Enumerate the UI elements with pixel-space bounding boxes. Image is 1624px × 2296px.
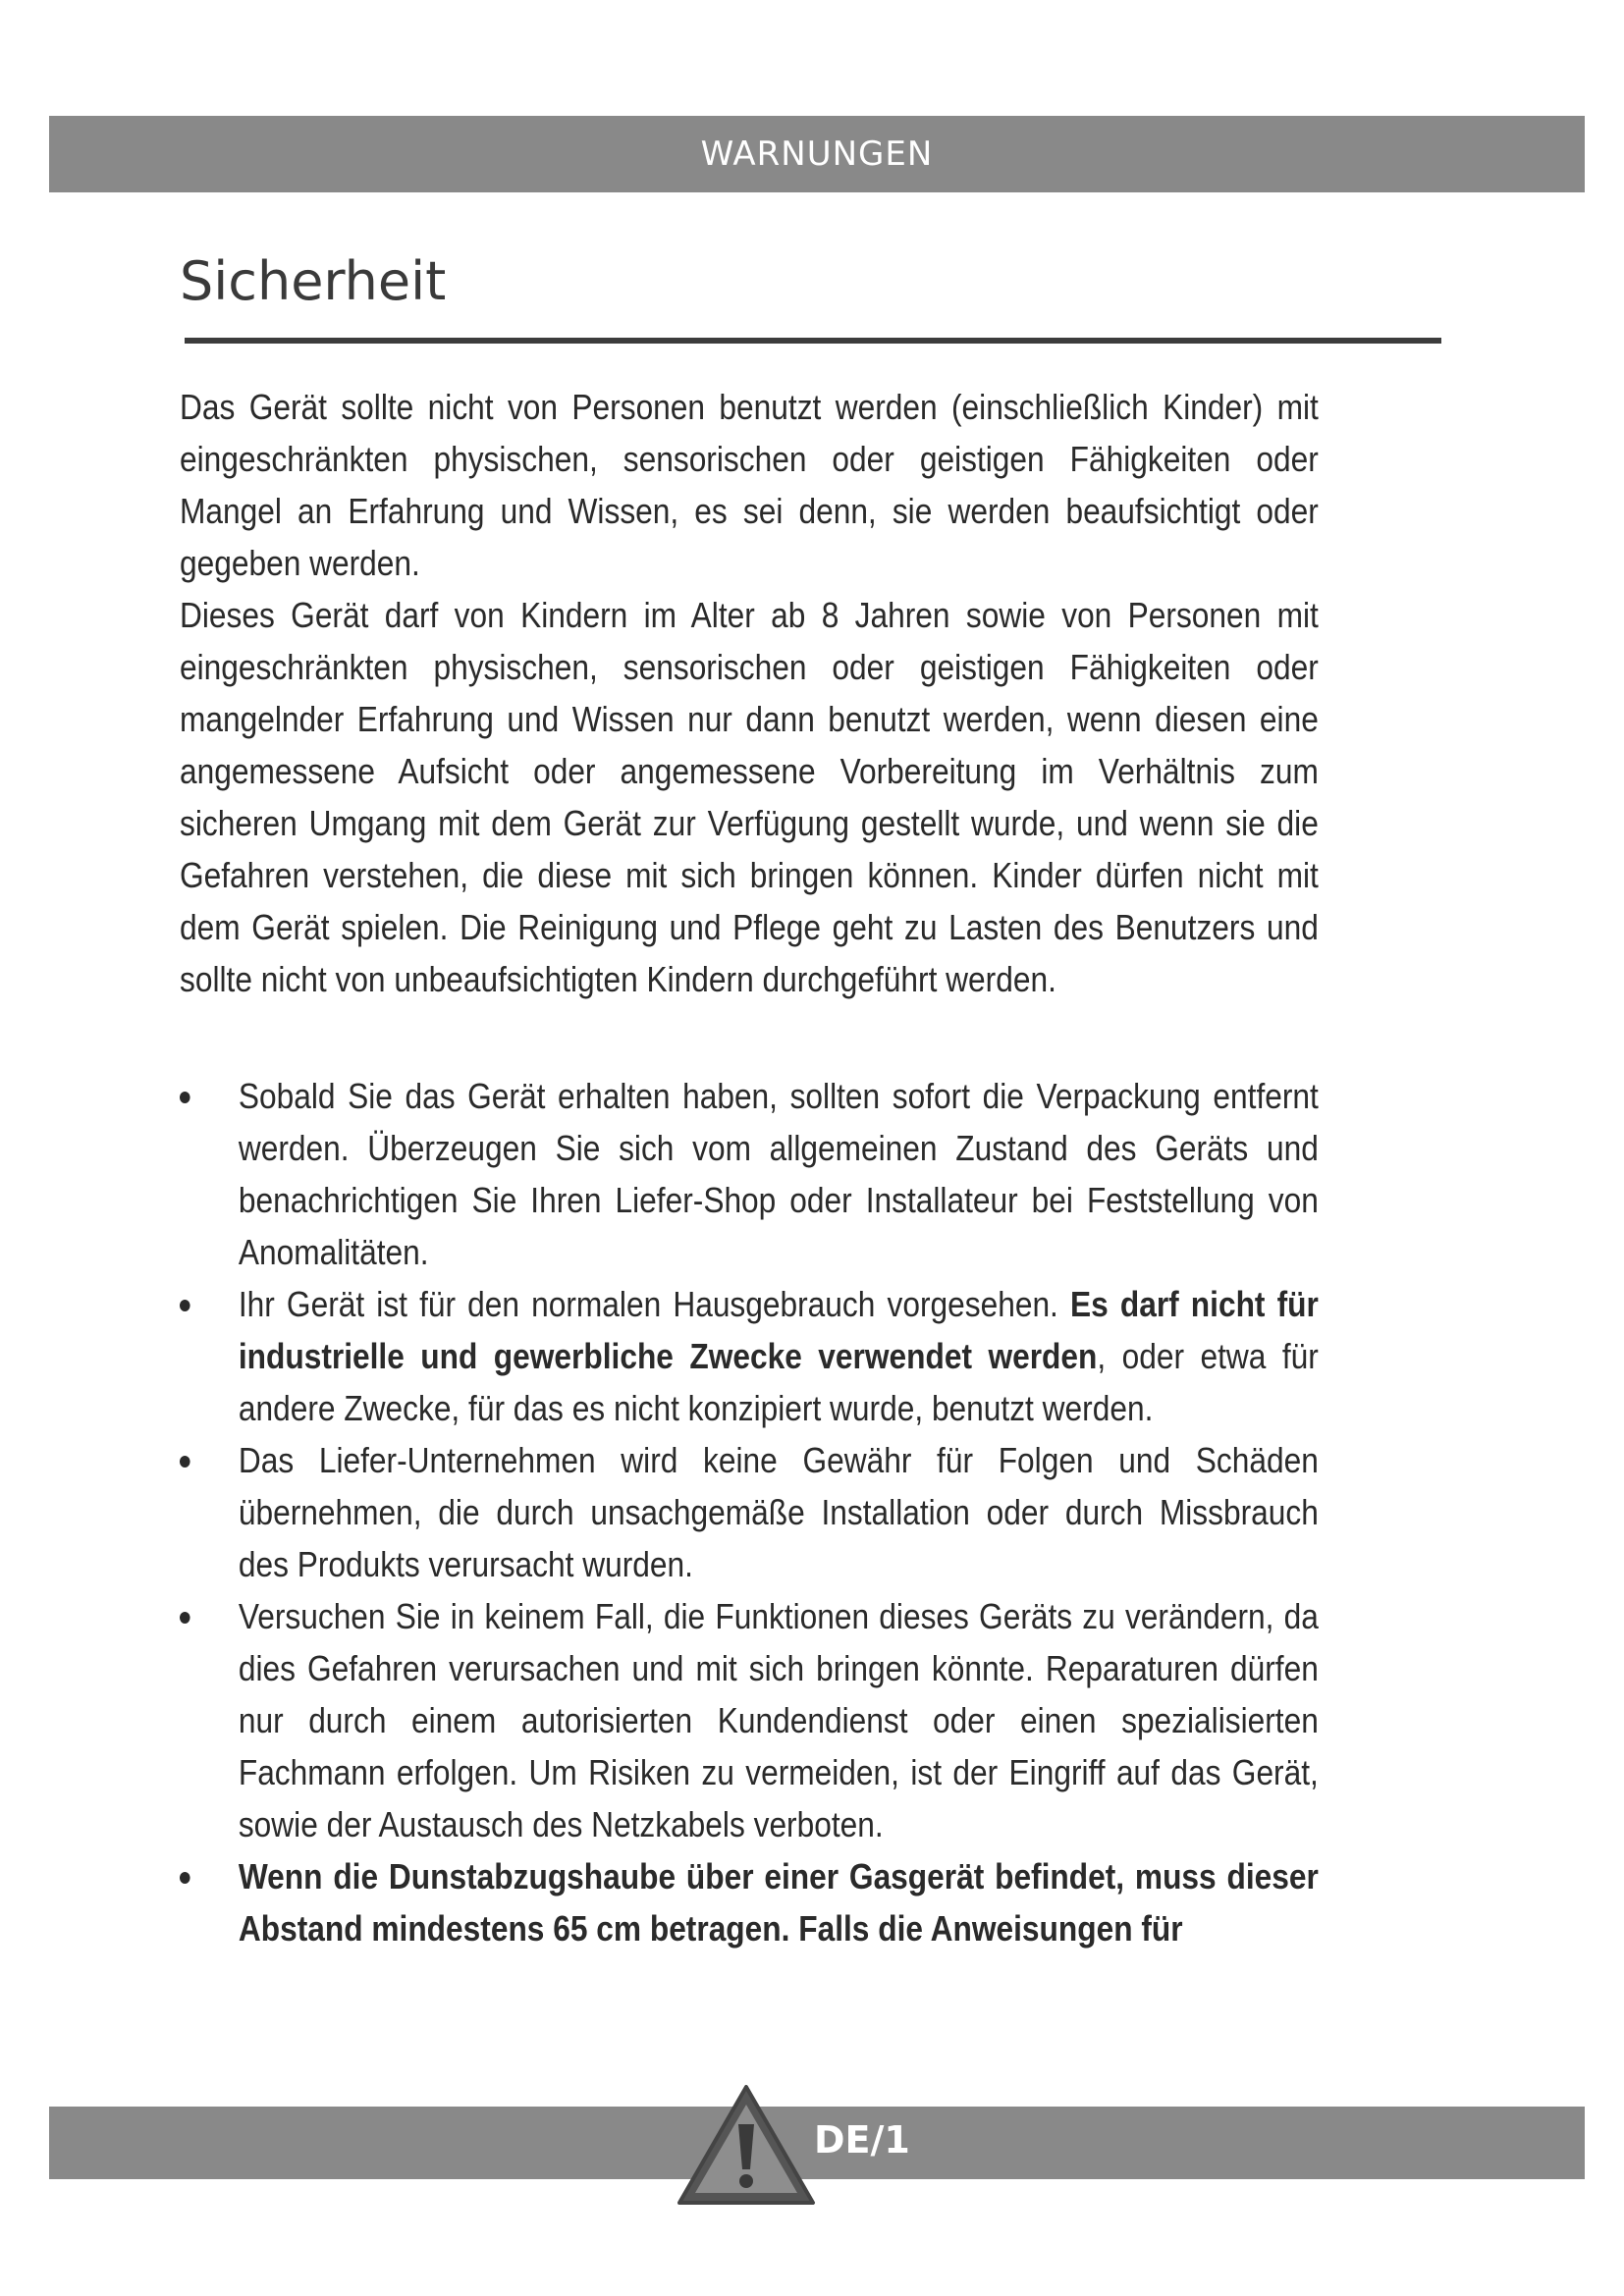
list-item-text: Versuchen Sie in keinem Fall, die Funktionen dieses Geräts zu verändern, da dies Gefahren verursachen und mit sich bringen könnte. Reparaturen dürfen nur durch einem autorisierten Kundendienst oder einen spezialisierten Fachmann erfolgen. Um Risiken zu vermeiden, ist der Eingriff auf das Gerät, sowie der Austausch des Netzkabels verboten. xyxy=(238,1596,1319,1844)
list-item-bold-text: Es darf nicht für industrielle und gewerbliche Zwecke verwendet werden xyxy=(238,1284,1319,1376)
paragraph-supervision: Das Gerät sollte nicht von Personen benutzt werden (einschließlich Kinder) mit eingeschränkten physischen, sensorischen oder geistigen Fähigkeiten oder Mangel an Erfahrung und Wissen, es sei denn, sie werden beaufsichtigt oder gegeben werden. xyxy=(180,387,1319,583)
bullet-icon xyxy=(180,1872,190,1884)
list-item xyxy=(180,1434,1319,1590)
content-body xyxy=(180,381,1319,1954)
list-item xyxy=(180,1590,1319,1850)
header-title: WARNUNGEN xyxy=(700,134,934,174)
bullet-icon xyxy=(180,1092,190,1103)
list-item-text: Sobald Sie das Gerät erhalten haben, sollten sofort die Verpackung entfernt werden. Überzeugen Sie sich vom allgemeinen Zustand des Geräts und benachrichtigen Sie Ihren Liefer-Shop oder Installateur bei Feststellung von Anomalitäten. xyxy=(238,1076,1319,1272)
warning-list xyxy=(180,1070,1319,1954)
paragraph-children: Dieses Gerät darf von Kindern im Alter ab 8 Jahren sowie von Personen mit eingeschränkten physischen, sensorischen oder geistigen Fähigkeiten oder mangelnder Erfahrung und Wissen nur dann benutzt werden, wenn diesen eine angemessene Aufsicht oder angemessene Vorbereitung im Verhältnis zum sicheren Umgang mit dem Gerät zur Verfügung gestellt wurde, und wenn sie die Gefahren verstehen, die diese mit sich bringen können. Kinder dürfen nicht mit dem Gerät spielen. Die Reinigung und Pflege geht zu Lasten des Benutzers und sollte nicht von unbeaufsichtigten Kindern durchgeführt werden. xyxy=(180,595,1319,999)
section-title: Sicherheit xyxy=(180,250,447,312)
list-item xyxy=(180,1278,1319,1434)
list-item-text: Das Liefer-Unternehmen wird keine Gewähr für Folgen und Schäden übernehmen, die durch unsachgemäße Installation oder durch Missbrauch des Produkts verursacht wurden. xyxy=(238,1440,1319,1584)
list-item xyxy=(180,1850,1319,1954)
title-divider xyxy=(185,338,1441,344)
list-item-text: , oder etwa für andere Zwecke, für das es nicht konzipiert wurde, benutzt werden. xyxy=(238,1336,1319,1428)
header-bar xyxy=(49,116,1585,192)
bullet-icon xyxy=(180,1456,190,1468)
list-item-bold-text: Wenn die Dunstabzugshaube über einer Gasgerät befindet, muss dieser Abstand mindestens 65 cm betragen. Falls die Anweisungen für xyxy=(238,1856,1319,1949)
bullet-icon xyxy=(180,1300,190,1311)
list-item-text: Ihr Gerät ist für den normalen Hausgebrauch vorgesehen. xyxy=(238,1284,1070,1324)
warning-triangle-icon xyxy=(674,2081,819,2209)
page-number: DE/1 xyxy=(814,2118,910,2162)
list-item xyxy=(180,1070,1319,1278)
bullet-icon xyxy=(180,1612,190,1624)
